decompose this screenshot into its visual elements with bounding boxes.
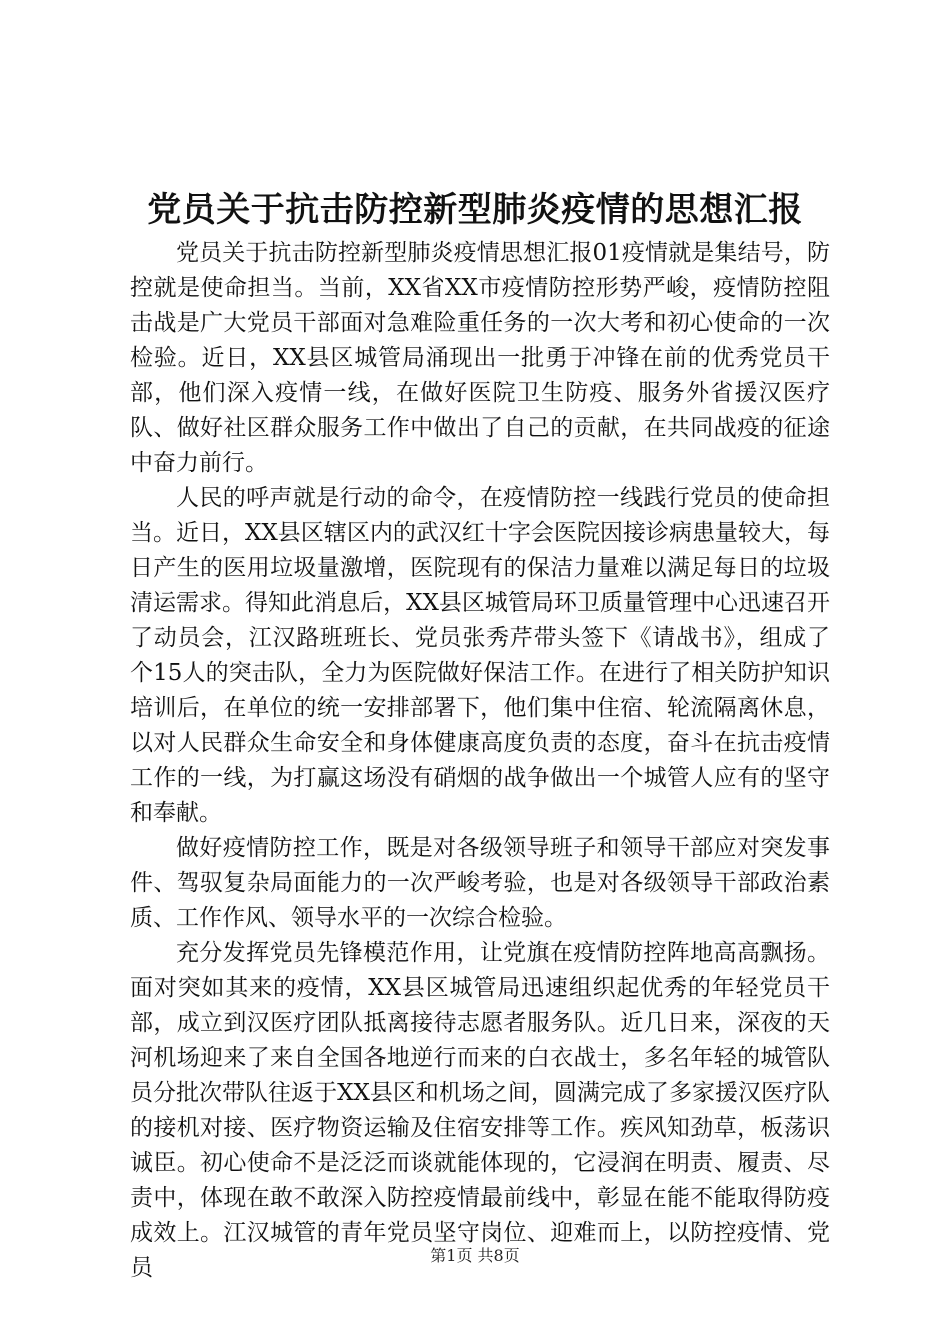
paragraph: 党员关于抗击防控新型肺炎疫情思想汇报01疫情就是集结号，防控就是使命担当。当前，XX省XX市疫情防控形势严峻，疫情防控阻击战是广大党员干部面对急难险重任务的一次大考和初心使命的一次检验。近日，XX县区城管局涌现出一批勇于冲锋在前的优秀党员干部，他们深入疫情一线，在做好医院卫生防疫、服务外省援汉医疗队、做好社区群众服务工作中做出了自己的贡献，在共同战疫的征途中奋力前行。 bbox=[130, 240, 830, 476]
page-footer: 第1页 共8页 bbox=[430, 1246, 520, 1265]
paragraph: 做好疫情防控工作，既是对各级领导班子和领导干部应对突发事件、驾驭复杂局面能力的一次严峻考验，也是对各级领导干部政治素质、工作作风、领导水平的一次综合检验。 bbox=[130, 835, 830, 931]
paragraph: 充分发挥党员先锋模范作用，让党旗在疫情防控阵地高高飘扬。面对突如其来的疫情，XX县区城管局迅速组织起优秀的年轻党员干部，成立到汉医疗团队抵离接待志愿者服务队。近几日来，深夜的天河机场迎来了来自全国各地逆行而来的白衣战士，多名年轻的城管队员分批次带队往返于XX县区和机场之间，圆满完成了多家援汉医疗队的接机对接、医疗物资运输及住宿安排等工作。疾风知劲草，板荡识诚臣。初心使命不是泛泛而谈就能体现的，它浸润在明责、履责、尽责中，体现在敢不敢深入防控疫情最前线中，彰显在能不能取得防疫成效上。江汉城管的青年党员坚守岗位、迎难而上，以防控疫情、党员 bbox=[130, 940, 830, 1281]
document-title: 党员关于抗击防控新型肺炎疫情的思想汇报 bbox=[147, 190, 803, 230]
document-body bbox=[130, 236, 830, 1286]
paragraph: 人民的呼声就是行动的命令，在疫情防控一线践行党员的使命担当。近日，XX县区辖区内的武汉红十字会医院因接诊病患量较大，每日产生的医用垃圾量激增，医院现有的保洁力量难以满足每日的垃圾清运需求。得知此消息后，XX县区城管局环卫质量管理中心迅速召开了动员会，江汉路班班长、党员张秀芹带头签下《请战书》，组成了个15人的突击队，全力为医院做好保洁工作。在进行了相关防护知识培训后，在单位的统一安排部署下，他们集中住宿、轮流隔离休息，以对人民群众生命安全和身体健康高度负责的态度，奋斗在抗击疫情工作的一线，为打赢这场没有硝烟的战争做出一个城管人应有的坚守和奉献。 bbox=[130, 485, 830, 826]
